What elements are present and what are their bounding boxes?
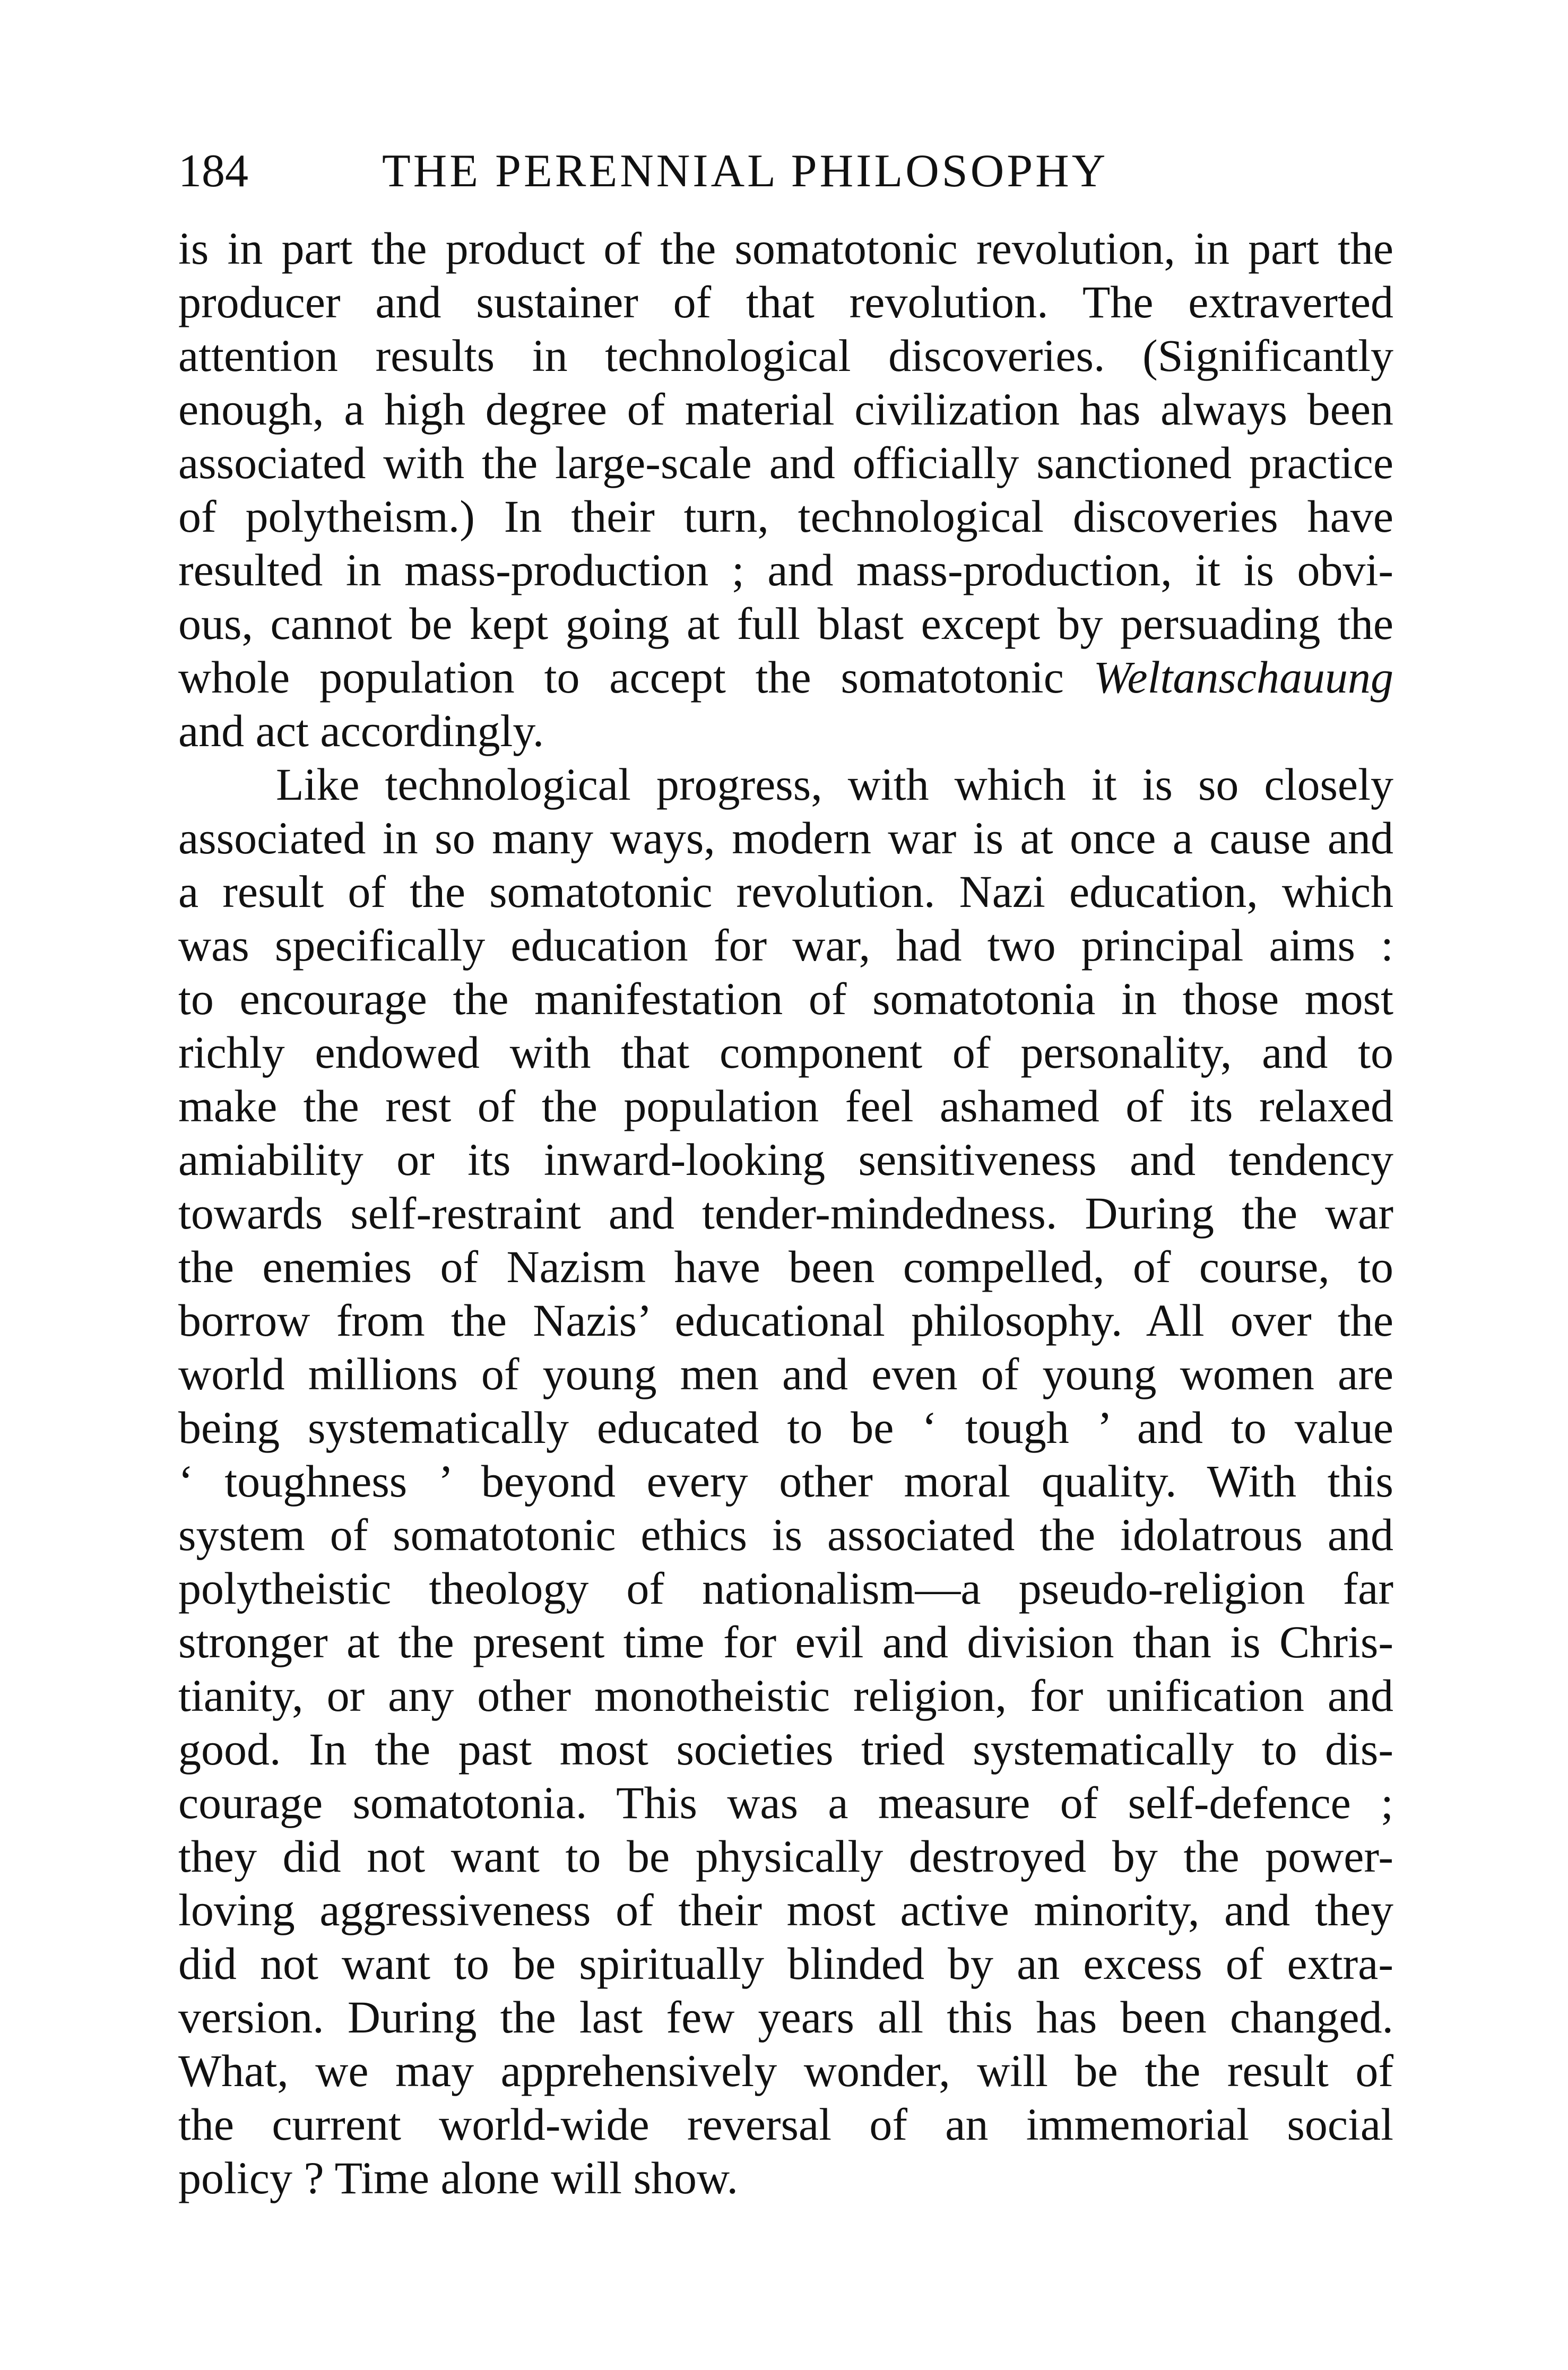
- running-title: THE PERENNIAL PHILOSOPHY: [382, 145, 1108, 197]
- text-line: make the rest of the population feel ashamed of its relaxed: [178, 1080, 1393, 1131]
- text-line: being systematically educated to be ‘ tough ’ and to value: [178, 1402, 1393, 1453]
- text-segment: whole population to accept the somatotonic: [178, 652, 1094, 703]
- text-line: the enemies of Nazism have been compelled, of course, to: [178, 1241, 1393, 1292]
- body-text: [178, 222, 1393, 2205]
- text-line: version. During the last few years all this has been changed.: [178, 1992, 1393, 2043]
- text-line: courage somatotonia. This was a measure of self-defence ;: [178, 1777, 1393, 1828]
- text-line: did not want to be spiritually blinded by an excess of extra-: [178, 1938, 1393, 1989]
- text-line: to encourage the manifestation of somatotonia in those most: [178, 973, 1393, 1024]
- text-line: of polytheism.) In their turn, technological discoveries have: [178, 491, 1393, 542]
- text-line: system of somatotonic ethics is associated the idolatrous and: [178, 1509, 1393, 1560]
- text-line: a result of the somatotonic revolution. Nazi education, which: [178, 866, 1393, 917]
- text-line: borrow from the Nazis’ educational philosophy. All over the: [178, 1295, 1393, 1346]
- text-line: and act accordingly.: [178, 705, 544, 756]
- text-line: is in part the product of the somatotonic revolution, in part the: [178, 223, 1393, 274]
- text-line: the current world-wide reversal of an immemorial social: [178, 2099, 1393, 2150]
- text-line: associated with the large-scale and officially sanctioned practice: [178, 437, 1393, 488]
- text-line-first: Like technological progress, with which it is so closely: [276, 759, 1393, 810]
- text-line: associated in so many ways, modern war is at once a cause and: [178, 812, 1393, 863]
- text-line: ous, cannot be kept going at full blast except by persuading the: [178, 598, 1393, 649]
- text-line: What, we may apprehensively wonder, will be the result of: [178, 2045, 1393, 2096]
- text-line: polytheistic theology of nationalism—a pseudo-religion far: [178, 1563, 1393, 1614]
- text-line: world millions of young men and even of young women are: [178, 1348, 1393, 1399]
- text-line: towards self-restraint and tender-mindedness. During the war: [178, 1188, 1393, 1239]
- text-line: attention results in technological discoveries. (Significantly: [178, 330, 1393, 381]
- paragraph-2: [178, 758, 1393, 2205]
- text-line: loving aggressiveness of their most active minority, and they: [178, 1884, 1393, 1935]
- running-head: [178, 142, 1388, 201]
- text-line: tianity, or any other monotheistic religion, for unification and: [178, 1670, 1393, 1721]
- text-line: good. In the past most societies tried systematically to dis-: [178, 1724, 1393, 1775]
- paragraph-1: [178, 222, 1393, 758]
- italic-term: Weltanschauung: [1093, 652, 1393, 703]
- text-line: resulted in mass-production ; and mass-production, it is obvi-: [178, 544, 1393, 595]
- text-line: ‘ toughness ’ beyond every other moral quality. With this: [178, 1456, 1393, 1507]
- text-line: stronger at the present time for evil and division than is Chris-: [178, 1616, 1393, 1667]
- text-line: was specifically education for war, had two principal aims :: [178, 920, 1393, 971]
- text-line: amiability or its inward-looking sensitiveness and tendency: [178, 1134, 1393, 1185]
- page-number: 184: [178, 145, 248, 197]
- text-line-with-italic: [178, 651, 1393, 704]
- text-line-last: policy ? Time alone will show.: [178, 2152, 739, 2203]
- text-line: richly endowed with that component of personality, and to: [178, 1027, 1393, 1078]
- text-line: they did not want to be physically destroyed by the power-: [178, 1831, 1393, 1882]
- text-line: enough, a high degree of material civilization has always been: [178, 384, 1393, 435]
- text-line: producer and sustainer of that revolution. The extraverted: [178, 276, 1393, 327]
